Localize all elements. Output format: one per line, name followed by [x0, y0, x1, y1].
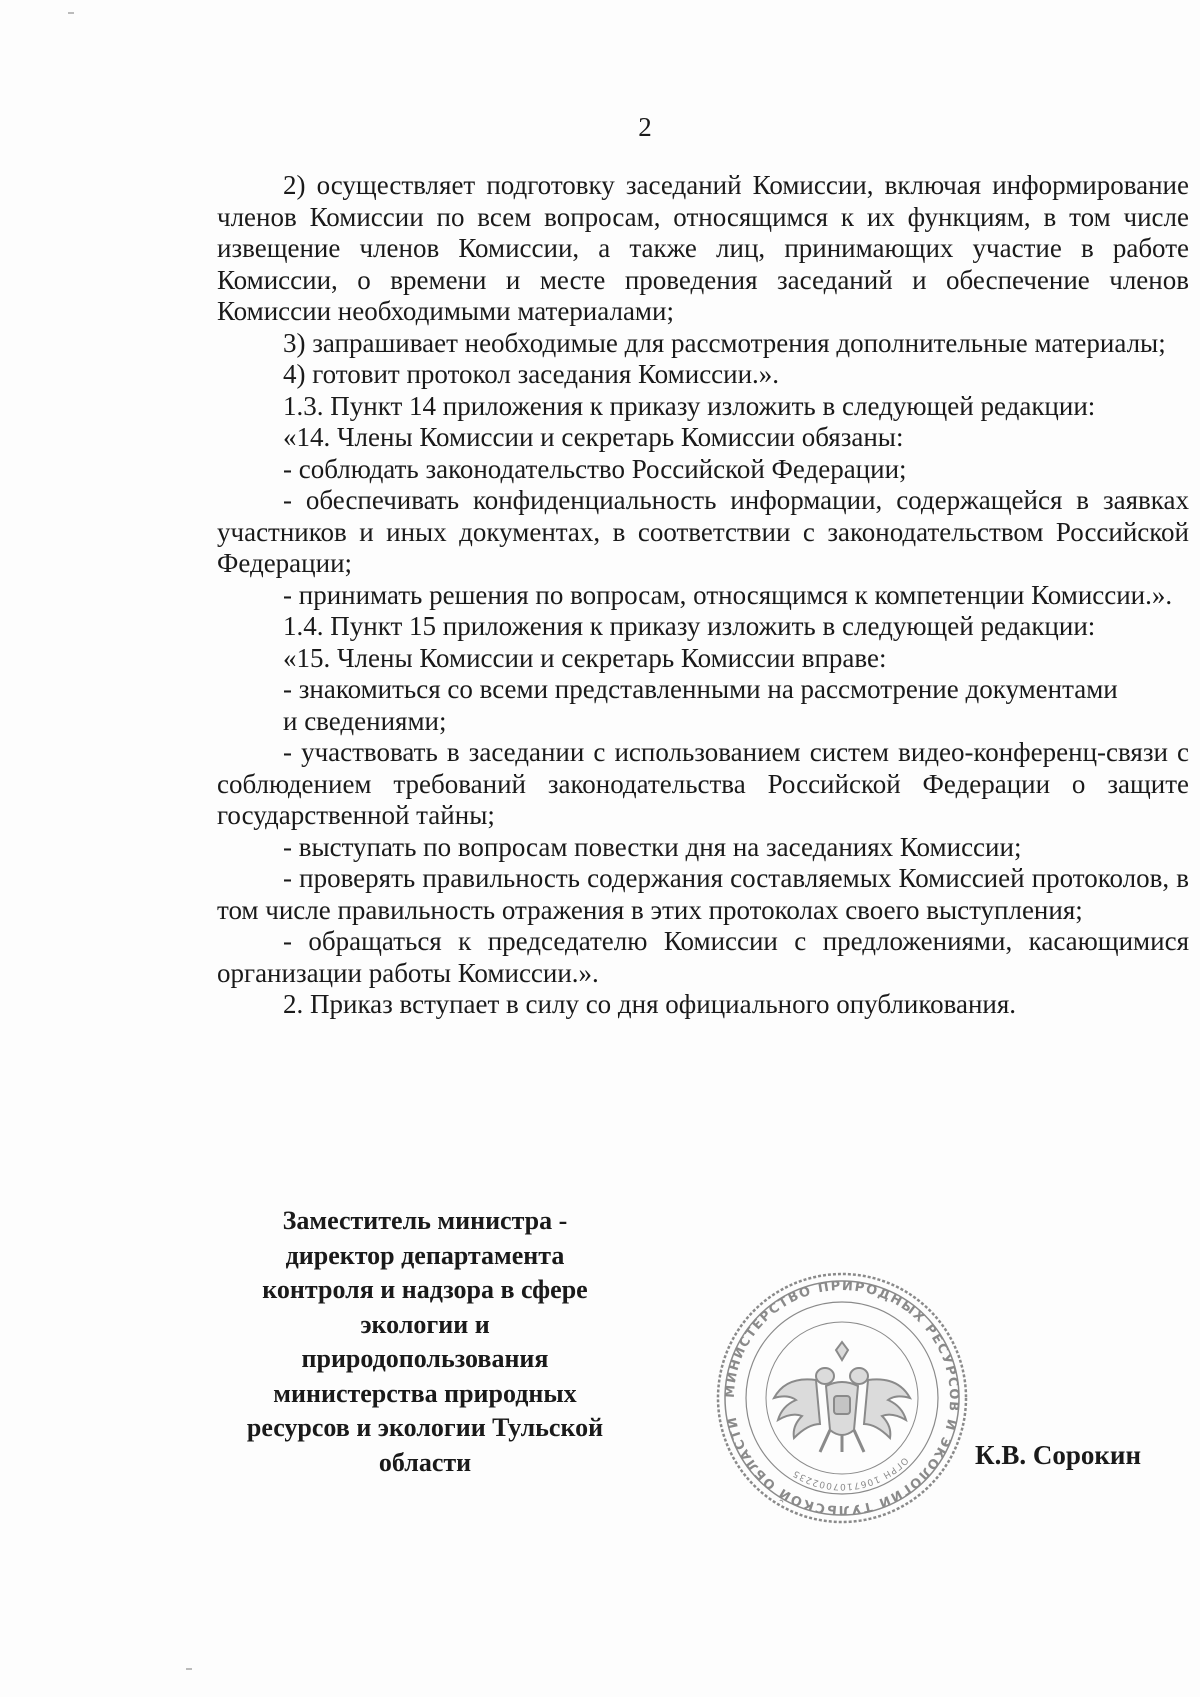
- official-seal-stamp: [712, 1268, 972, 1528]
- svg-text:ОГРН 1067107002235: [791, 1455, 910, 1491]
- body-paragraph: и сведениями;: [283, 705, 447, 736]
- signatory-title-line: области: [378, 1447, 472, 1477]
- scan-speck: [68, 12, 74, 14]
- body-paragraph: «14. Члены Комиссии и секретарь Комиссии обязаны:: [283, 422, 904, 452]
- signatory-title-line: директор департамента: [285, 1240, 565, 1270]
- seal-ogrn-text: ОГРН 1067107002235: [790, 1454, 910, 1492]
- signatory-title-line: контроля и надзора в сфере: [262, 1275, 588, 1304]
- body-paragraph: 1.4. Пункт 15 приложения к приказу изложить в следующей редакции:: [283, 611, 1096, 641]
- signer-name: К.В. Сорокин: [975, 1440, 1142, 1470]
- signatory-title-line: природопользования: [301, 1344, 549, 1373]
- body-paragraph: 4) готовит протокол заседания Комиссии.».: [283, 359, 780, 389]
- body-paragraph: 2. Приказ вступает в силу со дня официального опубликования.: [283, 989, 1017, 1019]
- signatory-title-line: ресурсов и экологии Тульской: [246, 1413, 604, 1442]
- body-paragraph: - участвовать в заседании с использованием систем видео-конференц-связи с соблюдением требований законодательства Российской Федерации о защите государственной тайны;: [217, 737, 1189, 830]
- body-paragraph: - соблюдать законодательство Российской Федерации;: [283, 453, 907, 484]
- body-paragraph: 3) запрашивает необходимые для рассмотрения дополнительные материалы;: [283, 327, 1166, 358]
- scan-speck: [186, 1668, 192, 1670]
- body-paragraph: - выступать по вопросам повестки дня на заседаниях Комиссии;: [283, 831, 1022, 862]
- body-paragraph: - проверять правильность содержания составляемых Комиссией протоколов, в том числе правильность отражения в этих протоколах своего выступления;: [217, 863, 1189, 925]
- body-paragraph: «15. Члены Комиссии и секретарь Комиссии вправе:: [283, 642, 887, 673]
- signatory-title-line: Заместитель министра -: [282, 1206, 568, 1235]
- signatory-title: [205, 1204, 645, 1480]
- body-paragraph: - обращаться к председателю Комиссии с предложениями, касающимися организации работы Комиссии.».: [217, 926, 1189, 988]
- document-body: [217, 170, 1189, 1021]
- body-paragraph: - знакомиться со всеми представленными на рассмотрение документами: [283, 674, 1118, 704]
- body-paragraph: - принимать решения по вопросам, относящимся к компетенции Комиссии.».: [283, 579, 1173, 610]
- signatory-title-line: министерства природных: [273, 1378, 577, 1408]
- body-paragraph: 2) осуществляет подготовку заседаний Комиссии, включая информирование членов Комиссии по всем вопросам, относящимся к их функциям, в том числе извещение членов Комиссии, а также лиц, принимающих участие в работе Комиссии, о времени и месте проведения заседаний и обеспечение членов Комиссии необходимыми материалами;: [217, 170, 1189, 326]
- signatory-title-line: экологии и: [360, 1309, 490, 1339]
- body-paragraph: - обеспечивать конфиденциальность информации, содержащейся в заявках участников и иных документах, в соответствии с законодательством Российской Федерации;: [217, 485, 1189, 578]
- seal-outer-text: МИНИСТЕРСТВО ПРИРОДНЫХ РЕСУРСОВ И ЭКОЛОГИИ ТУЛЬСКОЙ ОБЛАСТИ: [722, 1278, 962, 1518]
- body-paragraph: 1.3. Пункт 14 приложения к приказу изложить в следующей редакции:: [283, 390, 1096, 421]
- page-number: 2: [638, 112, 652, 142]
